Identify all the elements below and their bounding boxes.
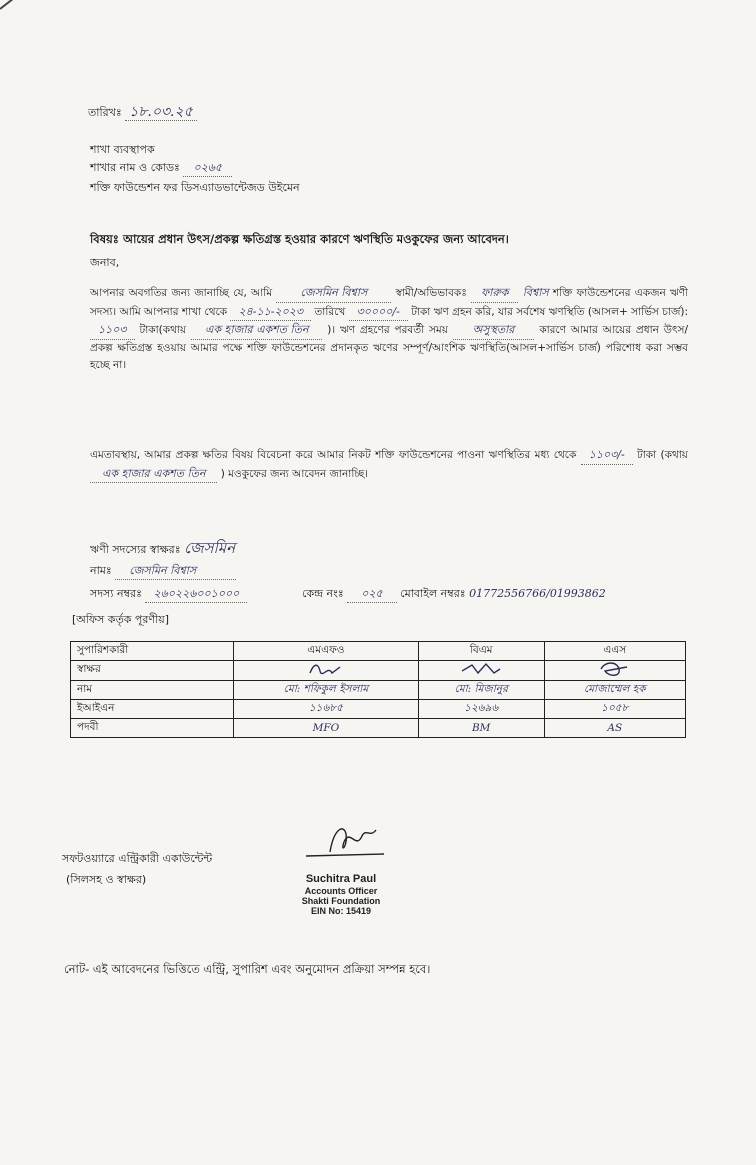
- reason-handwritten: অসুস্থতার: [453, 321, 535, 340]
- designation-cell: BM: [418, 719, 544, 738]
- addressee-title: শাখা ব্যবস্থাপক: [90, 143, 155, 156]
- branch-label: শাখার নাম ও কোডঃ: [90, 161, 180, 174]
- applicant-signature-line: [90, 540, 235, 558]
- subject-line: বিষয়ঃ আয়ের প্রধান উৎস/প্রকল্প ক্ষতিগ্রস্ত হওয়ার কারণে ঋণস্থিতি মওকুফের জন্য আবেদন।: [90, 232, 509, 246]
- p1-text-g: )। ঋণ গ্রহণের পরবর্তী সময়: [327, 324, 448, 336]
- balance-words-handwritten: এক হাজার একশত তিন: [191, 321, 322, 340]
- p2-text-b: টাকা (কথায়: [637, 449, 688, 461]
- stamp-title: Accounts Officer: [304, 886, 378, 896]
- signature-label: ঋণী সদস্যের স্বাক্ষরঃ: [90, 543, 181, 556]
- mobile-label: মোবাইল নম্বরঃ: [400, 587, 466, 600]
- table-row: [71, 719, 686, 738]
- member-number-line: [90, 586, 247, 603]
- salutation: জনাব,: [90, 256, 120, 269]
- signature-cell: [418, 661, 544, 681]
- designation-cell: AS: [544, 719, 685, 738]
- guardian-handwritten-2: বিশ্বাস: [522, 286, 549, 299]
- p1-text-d: তারিখে: [314, 305, 346, 318]
- applicant-name-handwritten: জেসমিন বিশ্বাস: [115, 563, 236, 580]
- name-label: নামঃ: [90, 564, 112, 577]
- officer-stamp: [282, 873, 400, 916]
- ein-cell: ১০৫৮: [544, 700, 685, 719]
- table-header-row: [71, 642, 686, 661]
- p1-text-a: আপনার অবগতির জন্য জানাচ্ছি যে, আমি: [90, 287, 273, 299]
- body-paragraph-2: [90, 446, 688, 483]
- signature-cell: [544, 661, 685, 681]
- designation-cell: MFO: [234, 719, 419, 738]
- organisation-name: শক্তি ফাউন্ডেশন ফর ডিসএ্যাডভান্টেজড উইমেন: [90, 181, 300, 194]
- applicant-signature: জেসমিন: [184, 539, 236, 557]
- stamp-ein: EIN No: 15419: [310, 906, 372, 916]
- header-cell: এমএফও: [234, 642, 419, 661]
- member-name-handwritten: জেসমিন বিশ্বাস: [276, 284, 391, 303]
- table-row: [71, 700, 686, 719]
- recommendation-table: [70, 641, 686, 738]
- waive-words-handwritten: এক হাজার একশত তিন: [90, 465, 217, 484]
- member-number-label: সদস্য নম্বরঃ: [90, 587, 142, 600]
- officer-title: সফটওয়্যারে এন্ট্রিকারী একাউন্টেন্ট: [62, 852, 213, 865]
- stamp-org: Shakti Foundation: [301, 896, 381, 906]
- p2-text-c: ) মওকুফের জন্য আবেদন জানাচ্ছি।: [220, 467, 369, 480]
- date-line: [88, 104, 197, 121]
- row-label: পদবী: [71, 719, 234, 738]
- loan-amount-handwritten: ৩০০০০/-: [349, 303, 408, 322]
- loan-date-handwritten: ২৪-১১-২০২৩: [230, 303, 311, 322]
- ein-cell: ১১৬৮৫: [234, 700, 419, 719]
- row-label: নাম: [71, 681, 234, 700]
- mobile-number-handwritten: 01772556766/01993862: [469, 587, 606, 600]
- p1-text-h: কারণে আমার আয়ের প্রধান উৎস/প্রকল্প ক্ষতিগ্রস্ত হওয়ায় আমার পক্ষে শক্তি ফাউন্ডেশনের প্রদানকৃত ঋণের সম্পূর্ণ/আংশিক ঋণস্থিতি(আসল+সার্ভিস চার্জ) পরিশোধ করা সম্ভব হচ্ছে না।: [90, 324, 689, 371]
- date-label: তারিখঃ: [88, 106, 122, 119]
- row-label: স্বাক্ষর: [71, 661, 234, 681]
- branch-code: ০২৬৫: [183, 160, 232, 177]
- bm-signature: [458, 661, 504, 677]
- p1-text-b: স্বামী/অভিভাবকঃ: [395, 287, 467, 299]
- name-cell: মো: শফিকুল ইসলাম: [234, 681, 419, 700]
- p1-text-c: শক্তি ফাউন্ডেশনের একজন ঋণী সদস্য। আমি আপনার শাখা থেকে: [90, 287, 688, 318]
- office-use-heading: [অফিস কর্তৃক পূরণীয়]: [72, 613, 169, 626]
- p2-text-a: এমতাবস্থায়, আমার প্রকল্প ক্ষতির বিষয় বিবেচনা করে আমার নিকট শক্তি ফাউন্ডেশনের পাওনা ঋণস্থিতির মধ্য থেকে: [90, 449, 577, 461]
- name-cell: মো: মিজানুর: [418, 681, 544, 700]
- row-label: ইআইএন: [71, 700, 234, 719]
- p1-text-f: টাকা(কথায়: [139, 324, 187, 336]
- header-cell: সুপারিশকারী: [71, 642, 234, 661]
- pen-mark: [0, 0, 34, 10]
- footer-note: নোট- এই আবেদনের ভিত্তিতে এন্ট্রি, সুপারিশ এবং অনুমোদন প্রক্রিয়া সম্পন্ন হবে।: [64, 962, 431, 976]
- branch-line: [90, 160, 232, 177]
- officer-subtitle: (সিলসহ ও স্বাক্ষর): [66, 873, 147, 886]
- as-signature: [595, 661, 635, 677]
- name-cell: মোজাম্মেল হক: [544, 681, 685, 700]
- balance-handwritten: ১১০৩: [90, 321, 135, 340]
- officer-signature: [300, 822, 392, 866]
- guardian-handwritten: ফারুক: [471, 284, 518, 303]
- header-cell: এএস: [544, 642, 685, 661]
- ein-cell: ১২৬৯৬: [418, 700, 544, 719]
- waive-amount-handwritten: ১১০৩/-: [581, 446, 633, 465]
- date-value: ১৮.০৩.২৫: [125, 104, 196, 121]
- body-paragraph-1: [90, 284, 688, 375]
- signature-cell: [234, 661, 419, 681]
- member-number-handwritten: ২৬০২২৬০০১০০০: [145, 586, 247, 603]
- centre-number-handwritten: ০২৫: [347, 586, 396, 603]
- centre-label: কেন্দ্র নংঃ: [302, 587, 344, 600]
- header-cell: বিএম: [418, 642, 544, 661]
- table-row: [71, 681, 686, 700]
- table-row: [71, 661, 686, 681]
- stamp-name: Suchitra Paul: [305, 873, 377, 885]
- centre-mobile-line: [302, 586, 606, 603]
- applicant-name-line: [90, 563, 236, 580]
- mfo-signature: [306, 661, 346, 677]
- p1-text-e: টাকা ঋণ গ্রহন করি, যার সর্বশেষ ঋণস্থিতি (আসল+ সার্ভিস চার্জ):: [411, 305, 688, 318]
